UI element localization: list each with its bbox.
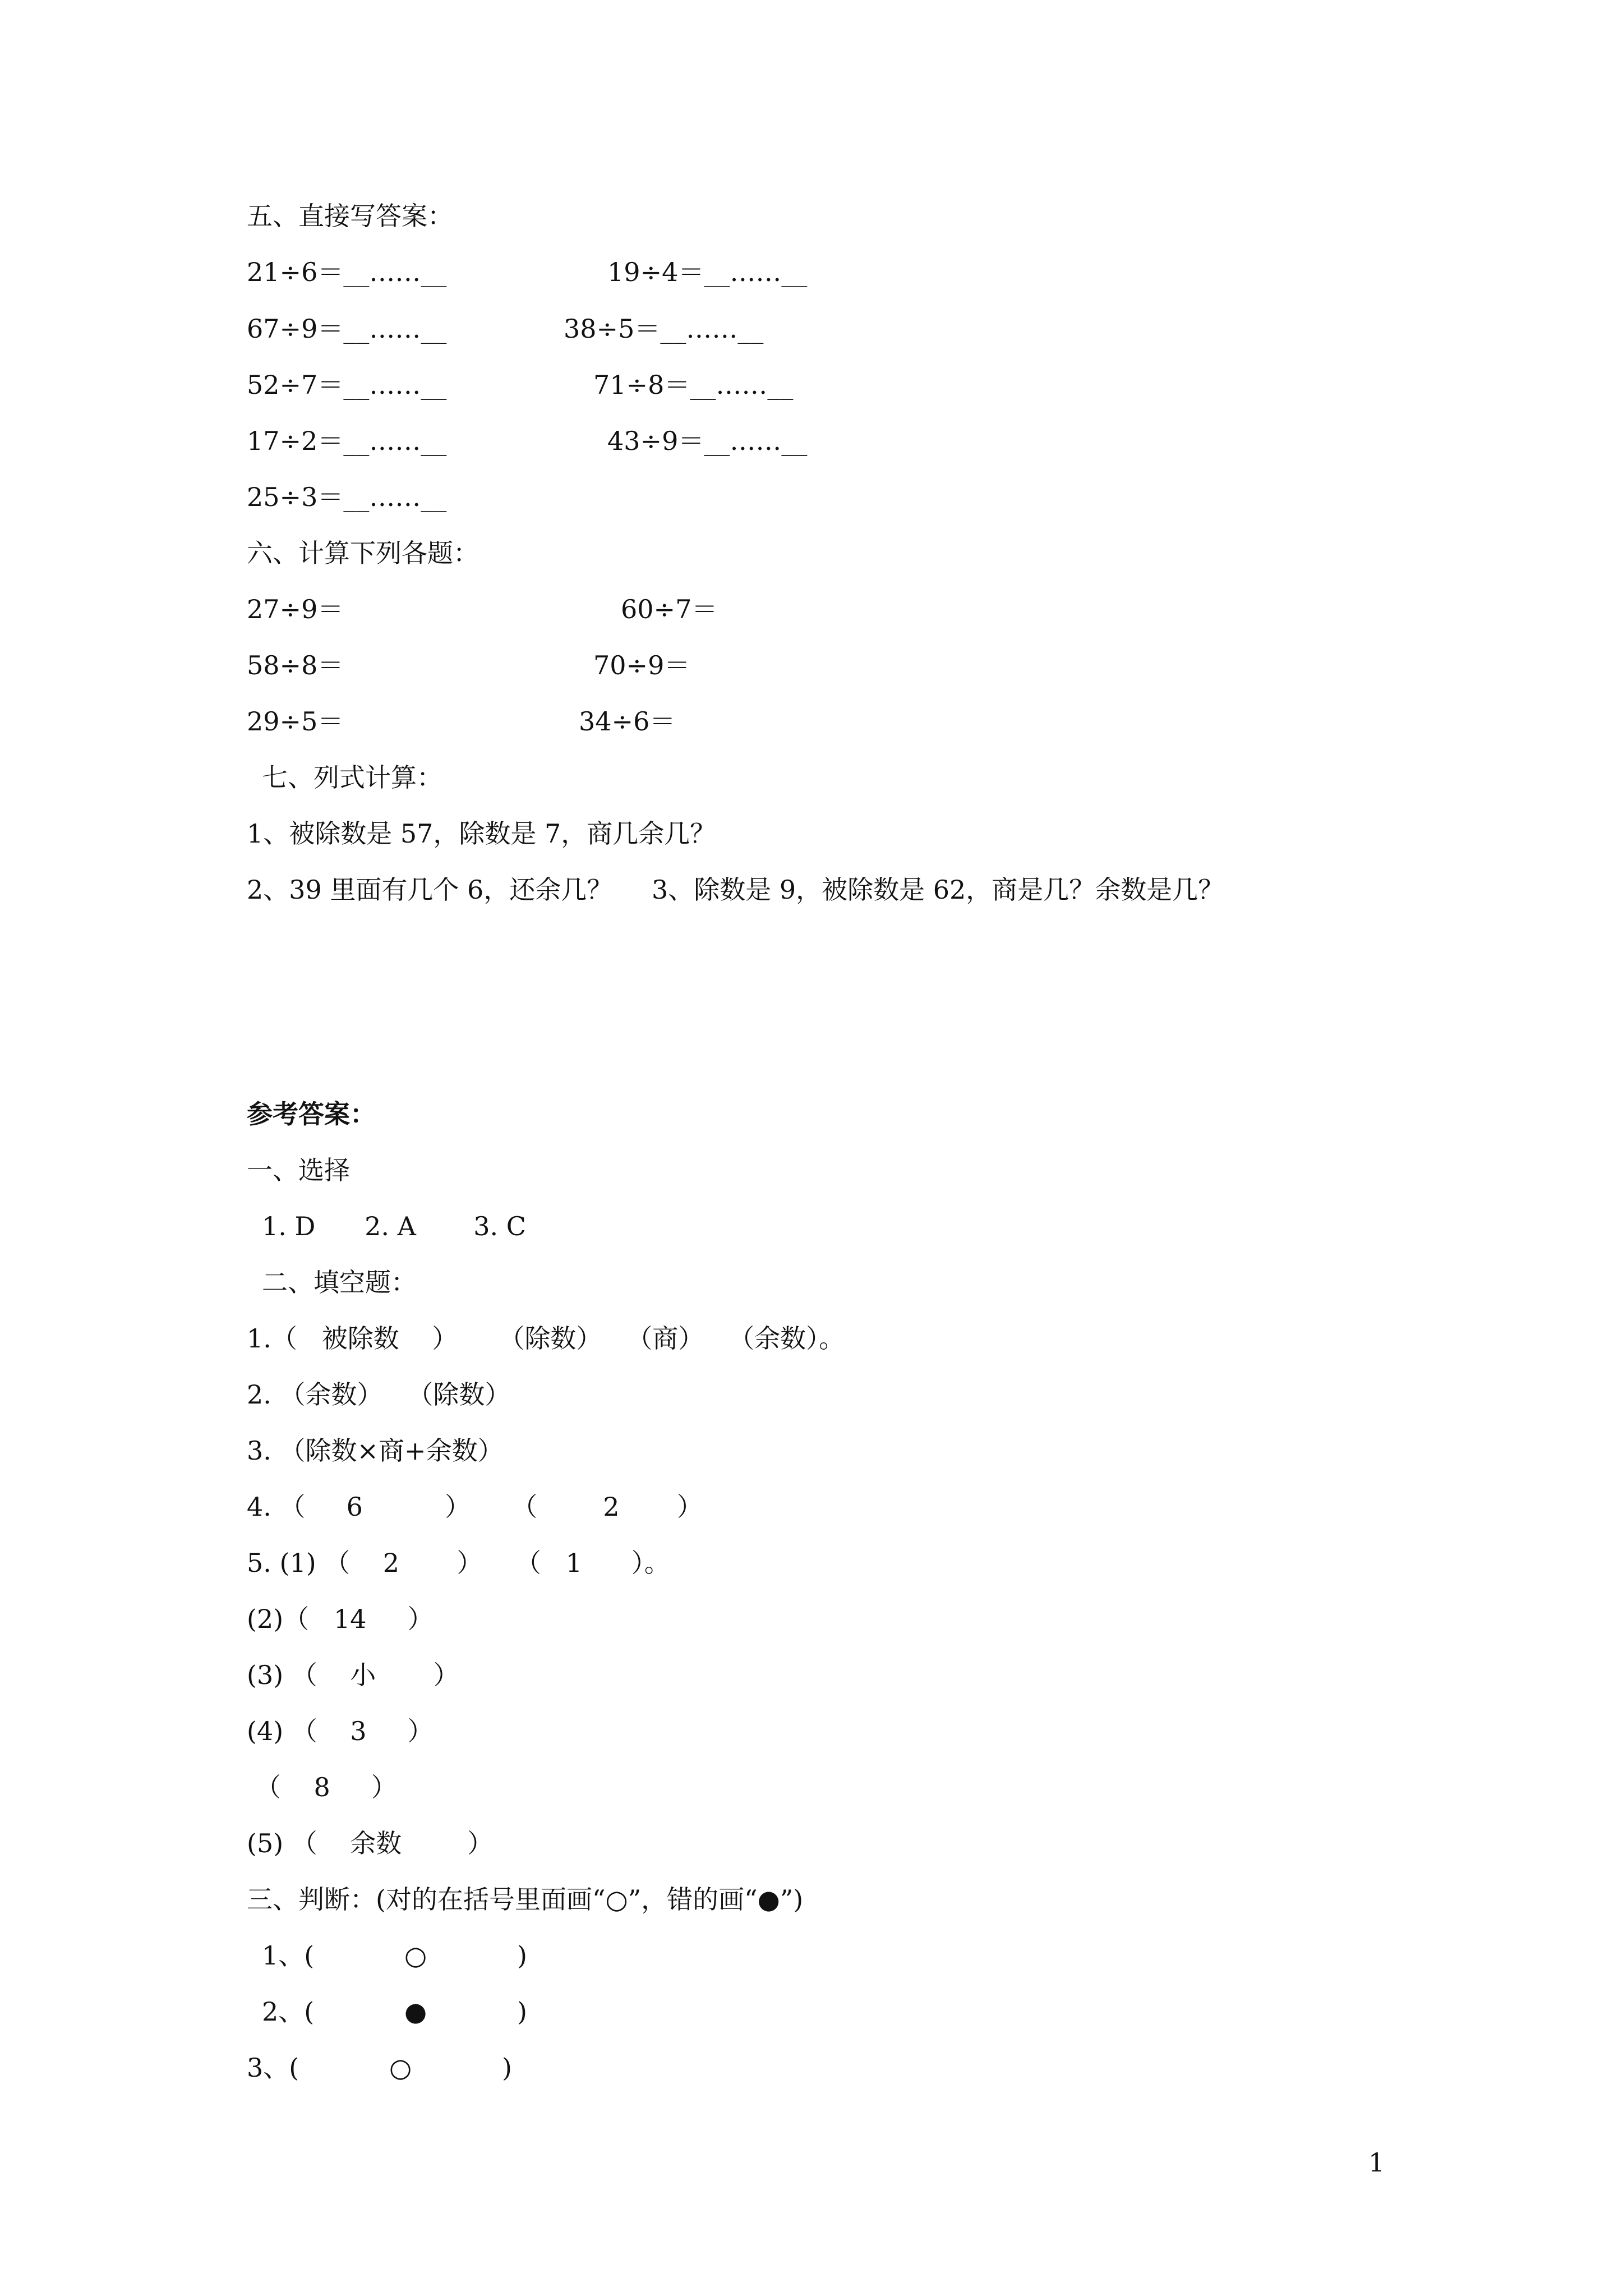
- problem: 38÷5＝__……__: [564, 314, 764, 344]
- problem: 60÷7＝: [621, 594, 718, 624]
- word-problem-3: 3、除数是 9，被除数是 62，商是几？余数是几？: [652, 875, 1224, 905]
- section-5-title: 五、直接写答案：: [247, 201, 453, 231]
- answer-section-1-line: 1. D 2. A 3. C: [262, 1211, 526, 1241]
- problem: 29÷5＝: [247, 706, 344, 737]
- section-6-title: 六、计算下列各题：: [247, 538, 479, 568]
- problem: 25÷3＝__……__: [247, 482, 447, 512]
- fill-answer: 2. （余数） （除数）: [247, 1379, 511, 1410]
- problem: 52÷7＝__……__: [247, 370, 447, 400]
- fill-answer: （ 8 ）: [255, 1772, 397, 1802]
- fill-answer: 1.（ 被除数 ） （除数） （商） （余数）。: [247, 1323, 845, 1354]
- judge-answer: 1、( ○ ): [262, 1940, 527, 1971]
- section-7-title: 七、列式计算：: [262, 762, 442, 793]
- answer-section-2-title: 二、填空题：: [262, 1267, 417, 1297]
- problem: 27÷9＝: [247, 594, 344, 624]
- fill-answer: 5. (1) （ 2 ） （ 1 ）。: [247, 1548, 670, 1578]
- problem: 21÷6＝__……__: [247, 257, 447, 287]
- judge-answer: 2、( ● ): [262, 1996, 527, 2027]
- fill-answer: 4. （ 6 ） （ 2 ）: [247, 1492, 703, 1522]
- answer-section-1-title: 一、选择: [247, 1155, 350, 1185]
- answer-section-3-title: 三、判断：(对的在括号里面画“○”，错的画“●”): [247, 1884, 804, 1915]
- problem: 71÷8＝__……__: [593, 370, 794, 400]
- problem: 17÷2＝__……__: [247, 426, 447, 456]
- problem: 58÷8＝: [247, 650, 344, 680]
- answer-key-title: 参考答案：: [247, 1099, 376, 1129]
- fill-answer: (5) （ 余数 ）: [247, 1828, 494, 1858]
- problem: 43÷9＝__……__: [607, 426, 808, 456]
- problem: 34÷6＝: [579, 706, 676, 737]
- fill-answer: (4) （ 3 ）: [247, 1716, 434, 1746]
- problem: 19÷4＝__……__: [607, 257, 808, 287]
- page-number: 1: [1368, 2147, 1385, 2178]
- judge-answer: 3、( ○ ): [247, 2053, 512, 2083]
- fill-answer: (2)（ 14 ）: [247, 1604, 434, 1634]
- fill-answer: (3) （ 小 ）: [247, 1660, 459, 1690]
- word-problem-1: 1、被除数是 57，除数是 7，商几余几？: [247, 818, 716, 849]
- problem: 67÷9＝__……__: [247, 314, 447, 344]
- word-problem-2: 2、39 里面有几个 6，还余几？: [247, 875, 613, 905]
- problem: 70÷9＝: [593, 650, 690, 680]
- fill-answer: 3. （除数×商+余数）: [247, 1435, 504, 1466]
